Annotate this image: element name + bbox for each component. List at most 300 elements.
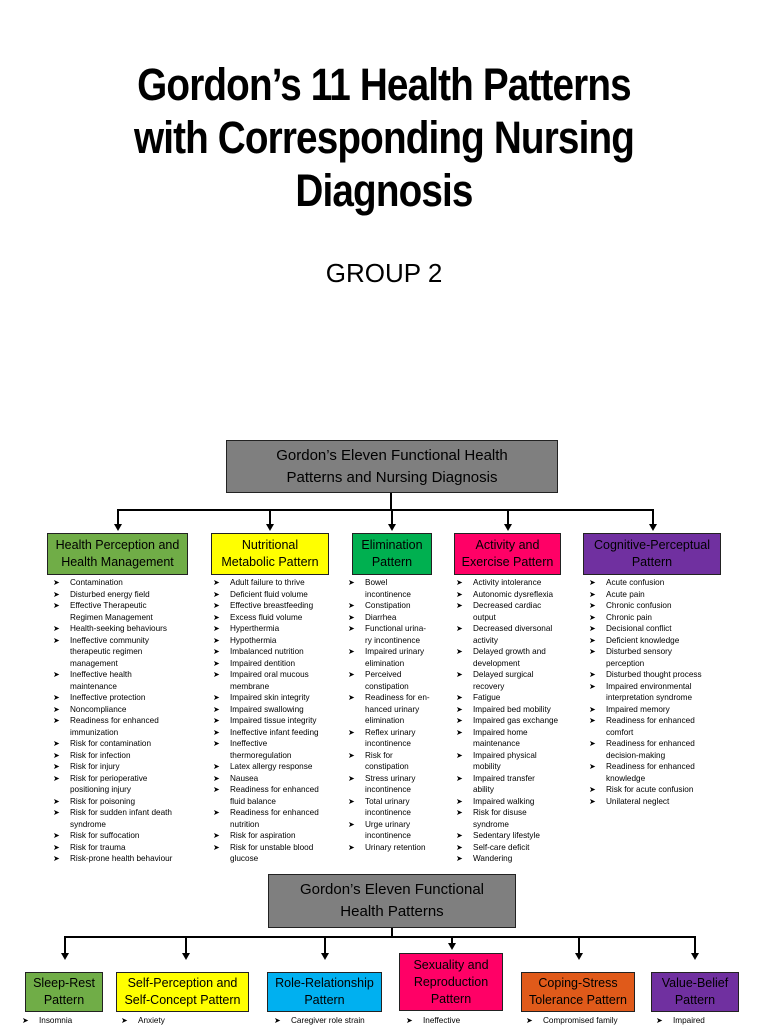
chart2-connector-drop: [185, 936, 187, 954]
diagnosis-item: [585, 784, 725, 796]
diagnosis-text: membrane: [230, 681, 270, 691]
bullet-arrow-icon: ➤: [456, 601, 463, 610]
diagnosis-item: [49, 796, 199, 808]
category-label-line1: Health Perception and: [55, 538, 180, 552]
diagnosis-text: Delayed growth and: [473, 647, 546, 656]
diagnosis-text: Insomnia: [39, 1016, 73, 1025]
diagnosis-text: Anxiety: [138, 1016, 165, 1025]
diagnosis-item: [209, 681, 344, 693]
diagnosis-item: [344, 830, 449, 842]
chart2-category-box: [399, 953, 503, 1011]
diagnosis-item: [49, 807, 199, 819]
diagnosis-text: positioning injury: [70, 785, 131, 794]
chart1-connector-bar: [117, 509, 654, 511]
slide-title: [54, 58, 714, 217]
diagnosis-text: perception: [606, 658, 645, 668]
diagnosis-text: constipation: [365, 762, 409, 771]
diagnosis-text: Adult failure to thrive: [230, 578, 305, 587]
bullet-arrow-icon: ➤: [53, 624, 60, 633]
bullet-arrow-icon: ➤: [213, 831, 220, 840]
diagnosis-item: [452, 589, 577, 601]
diagnosis-text: syndrome: [473, 819, 509, 829]
diagnosis-text: comfort: [606, 727, 634, 737]
chart2-connector-drop: [578, 936, 580, 954]
diagnosis-text: Autonomic dysreflexia: [473, 589, 554, 599]
diagnosis-item: [585, 600, 725, 612]
category-label-line2: Tolerance Pattern: [529, 993, 627, 1007]
chart1-category-box: [454, 533, 561, 575]
diagnosis-text: Ineffective protection: [70, 693, 146, 702]
diagnosis-text: Readiness for enhanced: [70, 716, 159, 725]
diagnosis-text: Ineffective community: [70, 635, 150, 645]
diagnosis-text: elimination: [365, 716, 405, 725]
diagnosis-text: ability: [473, 785, 494, 794]
bullet-arrow-icon: ➤: [456, 773, 463, 783]
diagnosis-item: [452, 784, 577, 796]
chart2-category-box: [25, 972, 103, 1012]
diagnosis-item: [452, 727, 577, 739]
diagnosis-item: [344, 623, 449, 635]
diagnosis-item: [452, 750, 577, 762]
bullet-arrow-icon: ➤: [456, 693, 463, 702]
diagnosis-item: [585, 658, 725, 670]
diagnosis-item: [209, 842, 344, 854]
bullet-arrow-icon: ➤: [589, 785, 596, 794]
bullet-arrow-icon: ➤: [213, 704, 220, 714]
bullet-arrow-icon: ➤: [456, 670, 463, 679]
diagnosis-text: Readiness for enhanced: [230, 785, 319, 794]
diagnosis-text: Health-seeking behaviours: [70, 624, 167, 633]
chart1-item-list: [344, 577, 449, 853]
diagnosis-item: [209, 692, 344, 704]
diagnosis-text: Stress urinary: [365, 773, 416, 783]
category-label-line1: Activity and: [475, 538, 540, 552]
category-label-line2: Health Management: [61, 555, 174, 569]
bullet-arrow-icon: ➤: [589, 762, 596, 771]
bullet-arrow-icon: ➤: [589, 704, 596, 714]
diagnosis-text: Ineffective infant feeding: [230, 727, 319, 737]
diagnosis-text: Impaired gas exchange: [473, 716, 559, 725]
diagnosis-item: [344, 773, 449, 785]
diagnosis-text: Impaired swallowing: [230, 704, 304, 714]
bullet-arrow-icon: ➤: [456, 716, 463, 725]
diagnosis-item: [344, 819, 449, 831]
bullet-arrow-icon: ➤: [213, 739, 220, 748]
bullet-arrow-icon: ➤: [53, 693, 60, 702]
chart2-arrow-icon: [321, 953, 329, 960]
diagnosis-text: Risk for unstable blood: [230, 842, 314, 852]
chart1-arrow-icon: [114, 524, 122, 531]
diagnosis-item: [209, 704, 344, 716]
diagnosis-item: [585, 750, 725, 762]
category-label-line1: Role-Relationship: [275, 976, 374, 990]
chart2-connector-drop: [694, 936, 696, 954]
diagnosis-item: [49, 830, 199, 842]
category-label-line2: Metabolic Pattern: [221, 555, 319, 569]
diagnosis-item: [49, 704, 199, 716]
diagnosis-text: Sedentary lifestyle: [473, 831, 540, 840]
diagnosis-text: Acute confusion: [606, 578, 665, 587]
diagnosis-text: Risk for trauma: [70, 842, 126, 852]
diagnosis-item: [585, 646, 725, 658]
slide-subtitle: GROUP 2: [325, 258, 443, 288]
diagnosis-item: [344, 727, 449, 739]
diagnosis-text: Decreased diversonal: [473, 624, 553, 633]
bullet-arrow-icon: ➤: [456, 750, 463, 760]
diagnosis-item: [209, 623, 344, 635]
chart2-header-line2: Health Patterns: [340, 903, 444, 920]
diagnosis-item: [49, 853, 199, 865]
bullet-arrow-icon: ➤: [53, 739, 60, 748]
category-label-line1: Coping-Stress: [538, 976, 618, 990]
diagnosis-item: [344, 750, 449, 762]
diagnosis-text: Risk for suffocation: [70, 831, 140, 840]
category-label-line1: Cognitive-Perceptual: [593, 538, 711, 552]
diagnosis-item: [452, 623, 577, 635]
chart1-header-line1: Gordon’s Eleven Functional Health: [276, 446, 508, 464]
diagnosis-text: output: [473, 612, 496, 622]
diagnosis-item: [344, 612, 449, 624]
diagnosis-item: [344, 704, 449, 716]
diagnosis-text: Risk for infection: [70, 750, 131, 760]
diagnosis-item: [585, 704, 725, 716]
bullet-arrow-icon: ➤: [53, 578, 60, 587]
diagnosis-item: [49, 692, 199, 704]
diagnosis-item: [209, 589, 344, 601]
bullet-arrow-icon: ➤: [348, 693, 355, 702]
category-label-line2: Exercise Pattern: [461, 555, 554, 569]
chart1-header-box: [226, 440, 558, 493]
bullet-arrow-icon: ➤: [589, 578, 596, 587]
diagnosis-text: Perceived: [365, 670, 402, 679]
diagnosis-text: Caregiver role strain: [291, 1016, 365, 1025]
bullet-arrow-icon: ➤: [589, 601, 596, 610]
bullet-arrow-icon: ➤: [456, 704, 463, 714]
diagnosis-item: [209, 669, 344, 681]
category-label-line1: Sexuality and: [413, 957, 489, 972]
bullet-arrow-icon: ➤: [274, 1016, 281, 1025]
bullet-arrow-icon: ➤: [456, 796, 463, 806]
chart2-arrow-icon: [448, 943, 456, 950]
chart1-item-list: [452, 577, 577, 865]
diagnosis-text: recovery: [473, 681, 505, 691]
chart1-connector-drop: [507, 509, 509, 525]
diagnosis-text: Risk for aspiration: [230, 831, 296, 840]
diagnosis-text: Acute pain: [606, 589, 645, 599]
diagnosis-text: thermoregulation: [230, 750, 292, 760]
category-label-line2: Pattern: [304, 993, 345, 1007]
diagnosis-text: ry incontinence: [365, 635, 421, 645]
diagnosis-item: [585, 612, 725, 624]
bullet-arrow-icon: ➤: [53, 842, 60, 852]
diagnosis-item: [452, 635, 577, 647]
diagnosis-item: [209, 761, 344, 773]
diagnosis-item: [585, 635, 725, 647]
category-label-line1: Self-Perception and: [127, 976, 238, 990]
bullet-arrow-icon: ➤: [589, 589, 596, 599]
bullet-arrow-icon: ➤: [348, 773, 355, 783]
diagnosis-item: [585, 681, 725, 693]
diagnosis-text: Impaired memory: [606, 704, 670, 714]
bullet-arrow-icon: ➤: [589, 716, 596, 725]
diagnosis-item: [585, 715, 725, 727]
diagnosis-item: [452, 842, 577, 854]
diagnosis-item: [452, 692, 577, 704]
bullet-arrow-icon: ➤: [213, 785, 220, 794]
chart1-arrow-icon: [388, 524, 396, 531]
diagnosis-item: [49, 842, 199, 854]
diagnosis-text: Impaired skin integrity: [230, 693, 310, 702]
category-label-line1: Sleep-Rest: [33, 976, 95, 990]
category-label-line3: Pattern: [430, 991, 472, 1006]
chart2-item-list: [402, 1015, 512, 1027]
diagnosis-text: incontinence: [365, 739, 411, 748]
diagnosis-text: Readiness for enhanced: [230, 808, 319, 817]
bullet-arrow-icon: ➤: [456, 831, 463, 840]
category-label-line1: Value-Belief: [661, 976, 729, 990]
diagnosis-item: [585, 692, 725, 704]
diagnosis-text: Decreased cardiac: [473, 601, 542, 610]
diagnosis-item: [49, 819, 199, 831]
chart2-connector-bar: [64, 936, 696, 938]
diagnosis-item: [585, 589, 725, 601]
bullet-arrow-icon: ➤: [589, 670, 596, 679]
diagnosis-item: [452, 646, 577, 658]
diagnosis-text: Unilateral neglect: [606, 796, 670, 806]
category-label-line2: Pattern: [631, 555, 673, 569]
bullet-arrow-icon: ➤: [456, 854, 463, 863]
diagnosis-item: [49, 646, 199, 658]
diagnosis-text: Risk for injury: [70, 762, 120, 771]
bullet-arrow-icon: ➤: [213, 670, 220, 679]
bullet-arrow-icon: ➤: [213, 727, 220, 737]
chart2-header-line1: Gordon’s Eleven Functional: [300, 881, 484, 898]
diagnosis-item: [585, 727, 725, 739]
diagnosis-item: [452, 600, 577, 612]
diagnosis-item: [522, 1015, 647, 1027]
diagnosis-item: [209, 658, 344, 670]
bullet-arrow-icon: ➤: [348, 727, 355, 737]
diagnosis-text: Self-care deficit: [473, 842, 530, 852]
diagnosis-text: Impaired oral mucous: [230, 670, 309, 679]
diagnosis-text: decision-making: [606, 750, 666, 760]
chart2-header-box: [268, 874, 516, 928]
diagnosis-text: mobility: [473, 762, 501, 771]
diagnosis-text: Latex allergy response: [230, 762, 313, 771]
bullet-arrow-icon: ➤: [213, 647, 220, 656]
diagnosis-item: [18, 1015, 113, 1027]
diagnosis-text: nutrition: [230, 819, 260, 829]
diagnosis-item: [209, 853, 344, 865]
diagnosis-text: interpretation syndrome: [606, 693, 693, 702]
diagnosis-text: Risk for disuse: [473, 808, 527, 817]
title-line-1: Gordon’s 11 Health Patterns: [137, 59, 631, 110]
bullet-arrow-icon: ➤: [589, 681, 596, 691]
diagnosis-text: Excess fluid volume: [230, 612, 303, 622]
chart2-item-list: [117, 1015, 257, 1027]
chart1-header-line2: Patterns and Nursing Diagnosis: [286, 468, 498, 486]
diagnosis-item: [344, 577, 449, 589]
diagnosis-item: [344, 784, 449, 796]
diagnosis-item: [585, 623, 725, 635]
bullet-arrow-icon: ➤: [213, 693, 220, 702]
bullet-arrow-icon: ➤: [348, 612, 355, 622]
diagnosis-text: Noncompliance: [70, 704, 127, 714]
diagnosis-item: [49, 727, 199, 739]
diagnosis-item: [49, 669, 199, 681]
diagnosis-item: [209, 715, 344, 727]
diagnosis-item: [49, 623, 199, 635]
diagnosis-item: [117, 1015, 257, 1027]
bullet-arrow-icon: ➤: [213, 716, 220, 725]
diagnosis-text: Disturbed sensory: [606, 647, 672, 656]
diagnosis-item: [585, 738, 725, 750]
chart1-category-box: [47, 533, 188, 575]
bullet-arrow-icon: ➤: [589, 739, 596, 748]
bullet-arrow-icon: ➤: [348, 750, 355, 760]
diagnosis-text: Deficient fluid volume: [230, 589, 308, 599]
diagnosis-text: Bowel: [365, 578, 388, 587]
bullet-arrow-icon: ➤: [213, 773, 220, 783]
diagnosis-item: [209, 819, 344, 831]
diagnosis-item: [452, 853, 577, 865]
diagnosis-text: constipation: [365, 681, 409, 691]
diagnosis-item: [49, 600, 199, 612]
diagnosis-text: Regimen Management: [70, 612, 153, 622]
diagnosis-text: Ineffective: [423, 1016, 461, 1025]
bullet-arrow-icon: ➤: [53, 796, 60, 806]
diagnosis-item: [209, 796, 344, 808]
diagnosis-item: [452, 796, 577, 808]
diagnosis-item: [452, 819, 577, 831]
bullet-arrow-icon: ➤: [348, 670, 355, 679]
chart1-item-list: [209, 577, 344, 865]
diagnosis-text: therapeutic regimen: [70, 647, 143, 656]
diagnosis-text: incontinence: [365, 589, 411, 599]
diagnosis-text: Impaired: [673, 1016, 705, 1025]
diagnosis-item: [49, 715, 199, 727]
diagnosis-text: development: [473, 658, 520, 668]
diagnosis-text: Risk for perioperative: [70, 773, 148, 783]
bullet-arrow-icon: ➤: [213, 612, 220, 622]
chart1-arrow-icon: [504, 524, 512, 531]
diagnosis-item: [344, 761, 449, 773]
bullet-arrow-icon: ➤: [348, 819, 355, 829]
diagnosis-text: Reflex urinary: [365, 727, 416, 737]
chart2-item-list: [18, 1015, 113, 1027]
diagnosis-text: Fatigue: [473, 693, 501, 702]
diagnosis-text: Readiness for enhanced: [606, 762, 695, 771]
bullet-arrow-icon: ➤: [456, 624, 463, 633]
diagnosis-text: Total urinary: [365, 796, 410, 806]
diagnosis-text: Readiness for enhanced: [606, 716, 695, 725]
diagnosis-text: Risk for poisoning: [70, 796, 136, 806]
diagnosis-item: [585, 796, 725, 808]
chart2-arrow-icon: [61, 953, 69, 960]
diagnosis-text: Wandering: [473, 854, 513, 863]
diagnosis-item: [209, 635, 344, 647]
category-label-line2: Pattern: [43, 993, 85, 1007]
diagnosis-text: hanced urinary: [365, 704, 420, 714]
diagnosis-text: Risk-prone health behaviour: [70, 854, 173, 863]
bullet-arrow-icon: ➤: [53, 601, 60, 610]
diagnosis-item: [344, 796, 449, 808]
diagnosis-item: [209, 830, 344, 842]
bullet-arrow-icon: ➤: [589, 612, 596, 622]
diagnosis-text: Activity intolerance: [473, 578, 542, 587]
bullet-arrow-icon: ➤: [213, 589, 220, 599]
diagnosis-item: [49, 773, 199, 785]
diagnosis-text: Constipation: [365, 601, 411, 610]
diagnosis-item: [49, 589, 199, 601]
diagnosis-text: elimination: [365, 658, 405, 668]
diagnosis-item: [585, 669, 725, 681]
diagnosis-item: [585, 761, 725, 773]
diagnosis-text: Chronic pain: [606, 612, 652, 622]
bullet-arrow-icon: ➤: [526, 1016, 533, 1025]
diagnosis-item: [344, 589, 449, 601]
diagnosis-text: incontinence: [365, 831, 411, 840]
chart2-category-box: [651, 972, 739, 1012]
diagnosis-item: [49, 738, 199, 750]
diagnosis-text: Ineffective: [230, 739, 268, 748]
diagnosis-item: [209, 727, 344, 739]
bullet-arrow-icon: ➤: [53, 704, 60, 714]
diagnosis-text: Impaired dentition: [230, 658, 296, 668]
bullet-arrow-icon: ➤: [589, 647, 596, 656]
category-label-line1: Nutritional: [241, 538, 299, 552]
diagnosis-item: [452, 612, 577, 624]
diagnosis-text: management: [70, 658, 118, 668]
diagnosis-text: Risk for acute confusion: [606, 785, 694, 794]
chart2-arrow-icon: [691, 953, 699, 960]
diagnosis-item: [402, 1015, 512, 1027]
category-label-line2: Pattern: [674, 993, 716, 1007]
diagnosis-text: Impaired transfer: [473, 773, 535, 783]
bullet-arrow-icon: ➤: [348, 842, 355, 852]
diagnosis-text: fluid balance: [230, 796, 276, 806]
bullet-arrow-icon: ➤: [213, 601, 220, 610]
diagnosis-text: Disturbed energy field: [70, 589, 150, 599]
diagnosis-item: [452, 715, 577, 727]
bullet-arrow-icon: ➤: [213, 635, 220, 645]
diagnosis-item: [209, 600, 344, 612]
bullet-arrow-icon: ➤: [456, 808, 463, 817]
diagnosis-item: [49, 750, 199, 762]
bullet-arrow-icon: ➤: [53, 762, 60, 771]
diagnosis-item: [344, 646, 449, 658]
diagnosis-text: Readiness for enhanced: [606, 739, 695, 748]
chart1-item-list: [585, 577, 725, 807]
chart2-arrow-icon: [575, 953, 583, 960]
chart1-category-box: [583, 533, 721, 575]
bullet-arrow-icon: ➤: [456, 647, 463, 656]
chart1-connector-drop: [652, 509, 654, 525]
diagnosis-item: [209, 750, 344, 762]
bullet-arrow-icon: ➤: [406, 1016, 413, 1025]
diagnosis-text: Effective breastfeeding: [230, 601, 314, 610]
diagnosis-text: Impaired walking: [473, 796, 535, 806]
diagnosis-text: activity: [473, 635, 499, 645]
chart2-category-box: [267, 972, 382, 1012]
diagnosis-item: [344, 669, 449, 681]
diagnosis-text: glucose: [230, 854, 259, 863]
bullet-arrow-icon: ➤: [348, 647, 355, 656]
bullet-arrow-icon: ➤: [589, 624, 596, 633]
bullet-arrow-icon: ➤: [121, 1016, 128, 1025]
chart2-category-box: [116, 972, 249, 1012]
bullet-arrow-icon: ➤: [53, 750, 60, 760]
